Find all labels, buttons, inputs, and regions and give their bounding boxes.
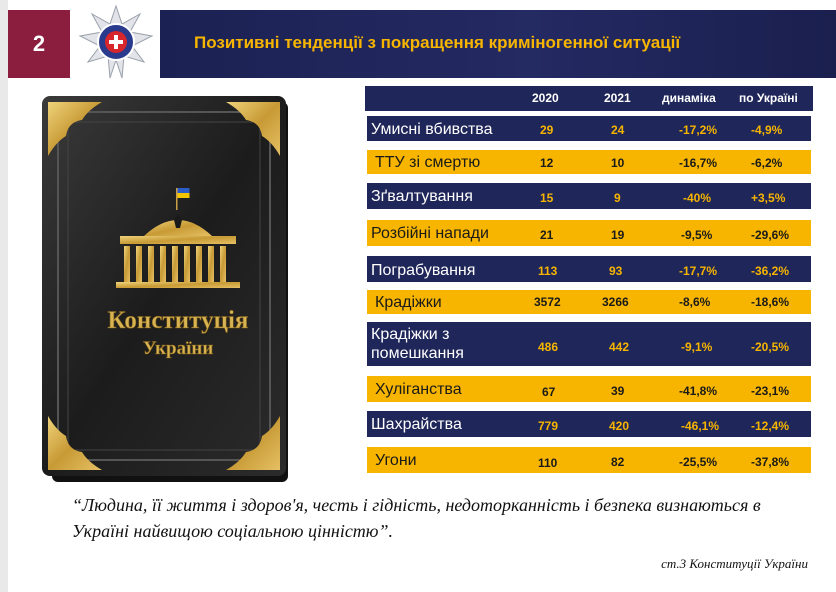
value-2021: 24 [611, 123, 625, 137]
header-ukraine: по Україні [739, 91, 798, 105]
table-row [367, 220, 811, 246]
value-2020: 15 [540, 191, 554, 205]
book-title-line2: України [142, 338, 214, 359]
table-row [367, 150, 811, 174]
row-label: Пограбування [371, 262, 476, 279]
value-2020: 113 [538, 264, 558, 278]
value-dynamics: -41,8% [679, 384, 718, 398]
value-dynamics: -9,5% [681, 228, 713, 242]
book-title-line1: Конституція [107, 307, 249, 334]
constitution-quote: “Людина, її життя і здоров'я, честь і гідність, недоторканність і безпека визнаються в Україні найвищою соціальною цінністю”. [72, 495, 761, 541]
row-label: Шахрайства [371, 416, 462, 433]
row-label: Крадіжки з помешкання [371, 326, 464, 362]
table-row [367, 376, 811, 402]
value-2020: 110 [538, 456, 558, 470]
row-label: Хуліганства [375, 381, 462, 398]
value-2021: 420 [609, 419, 630, 433]
value-2021: 10 [611, 156, 625, 170]
value-ukraine: -18,6% [751, 295, 790, 309]
value-ukraine: -12,4% [751, 419, 790, 433]
constitution-book-image [38, 92, 300, 486]
value-ukraine: -4,9% [751, 123, 783, 137]
flag-icon [178, 188, 190, 193]
table-row [367, 290, 811, 314]
value-dynamics: -40% [683, 191, 712, 205]
value-2021: 19 [611, 228, 625, 242]
value-2021: 39 [611, 384, 625, 398]
row-label: Умисні вбивства [371, 121, 493, 138]
value-2020: 12 [540, 156, 554, 170]
value-ukraine: -36,2% [751, 264, 790, 278]
header-dynamics: динаміка [662, 91, 716, 105]
page-edge [0, 0, 8, 592]
quote-source: ст.3 Конституції України [661, 556, 808, 571]
value-dynamics: -17,7% [679, 264, 718, 278]
slide-title: Позитивні тенденції з покращення криміногенної ситуації [194, 33, 681, 52]
value-2020: 67 [542, 385, 556, 399]
police-emblem-icon [78, 4, 154, 80]
value-ukraine: -29,6% [751, 228, 790, 242]
value-2021: 93 [609, 264, 623, 278]
value-ukraine: -20,5% [751, 340, 790, 354]
value-ukraine: -37,8% [751, 455, 790, 469]
value-dynamics: -16,7% [679, 156, 718, 170]
value-ukraine: -23,1% [751, 384, 790, 398]
value-dynamics: -8,6% [679, 295, 711, 309]
value-2020: 486 [538, 340, 559, 354]
table-row [367, 183, 811, 209]
value-dynamics: -46,1% [681, 419, 720, 433]
value-2020: 779 [538, 419, 559, 433]
header-2021: 2021 [604, 91, 631, 105]
row-label: ТТУ зі смертю [375, 154, 481, 171]
table-row [367, 411, 811, 437]
value-2020: 3572 [534, 295, 561, 309]
header-2020: 2020 [532, 91, 559, 105]
value-dynamics: -17,2% [679, 123, 718, 137]
row-label: Крадіжки [375, 294, 442, 311]
value-2021: 9 [614, 191, 621, 205]
value-2021: 82 [611, 455, 625, 469]
value-2020: 21 [540, 228, 554, 242]
slide-number: 2 [8, 10, 70, 78]
table-row [367, 322, 811, 366]
value-ukraine: -6,2% [751, 156, 783, 170]
row-label: Розбійні напади [371, 225, 489, 242]
value-dynamics: -25,5% [679, 455, 718, 469]
table-row [367, 116, 811, 141]
value-2021: 3266 [602, 295, 629, 309]
row-label: Зґвалтування [371, 188, 473, 205]
table-row [367, 256, 811, 282]
value-2020: 29 [540, 123, 554, 137]
table-row [367, 447, 811, 473]
row-label: Угони [375, 452, 417, 469]
value-dynamics: -9,1% [681, 340, 713, 354]
table-header-row [365, 86, 813, 111]
value-ukraine: +3,5% [751, 191, 786, 205]
value-2021: 442 [609, 340, 630, 354]
